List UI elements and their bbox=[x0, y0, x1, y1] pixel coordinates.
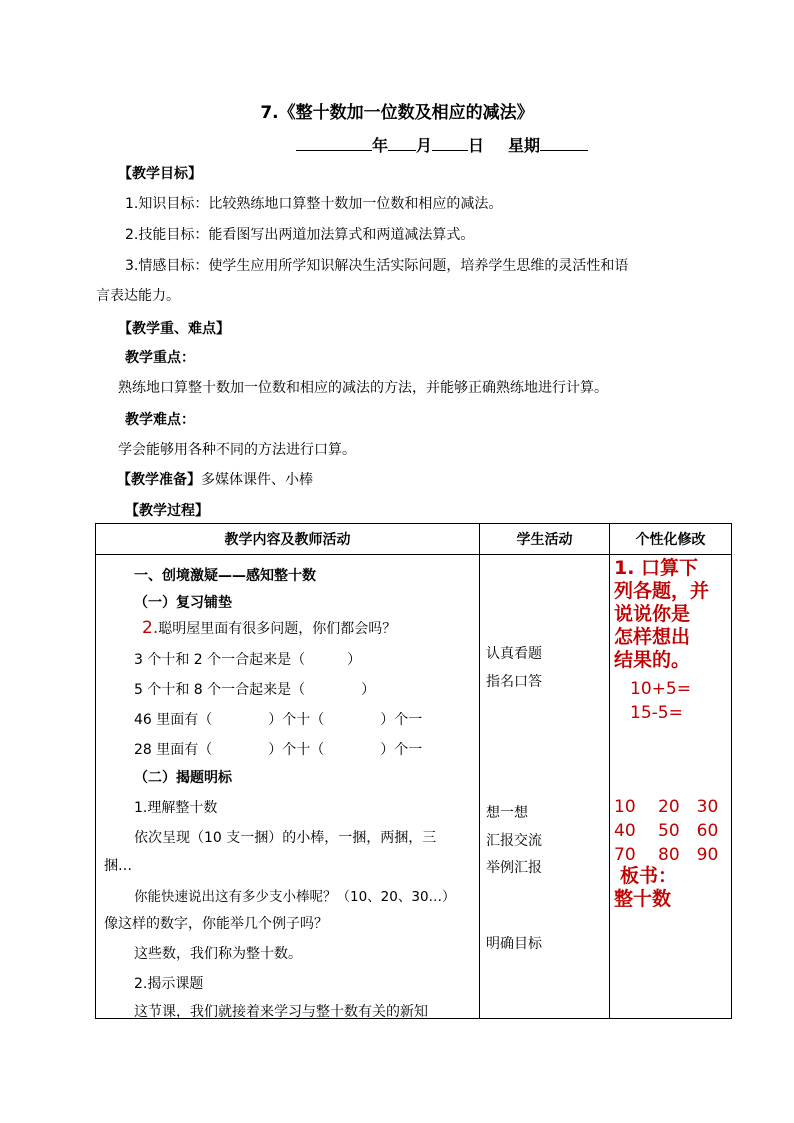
note-equation-1: 10+5= bbox=[630, 679, 691, 699]
note-line-1: 1. 口算下 bbox=[614, 557, 699, 579]
header-teacher: 教学内容及教师活动 bbox=[96, 524, 480, 555]
focus-label: 教学重点： bbox=[125, 350, 195, 366]
weekday-blank bbox=[540, 136, 588, 151]
weekday-label: 星期 bbox=[508, 136, 541, 155]
para2-line2: 像这样的数字，你能举几个例子吗？ bbox=[104, 916, 328, 932]
note-numbers-row1: 10 20 30 bbox=[614, 797, 719, 817]
difficulty-text: 学会能够用各种不同的方法进行口算。 bbox=[118, 442, 356, 458]
month-blank bbox=[388, 136, 416, 151]
board-label: 板书： bbox=[620, 865, 678, 887]
question-intro bbox=[142, 618, 396, 638]
header-notes: 个性化修改 bbox=[610, 524, 732, 555]
review-line-c: 46 里面有（ ）个十（ ）个一 bbox=[134, 712, 423, 728]
process-heading: 【教学过程】 bbox=[125, 503, 209, 519]
para1-line2: 捆… bbox=[104, 858, 132, 874]
student-activity-2: 指名口答 bbox=[486, 674, 542, 690]
objective-knowledge: 1.知识目标：比较熟练地口算整十数加一位数和相应的减法。 bbox=[125, 196, 503, 212]
para2-line1: 你能快速说出这有多少支小棒呢？（10、20、30…） bbox=[134, 889, 456, 905]
question-number: 2. bbox=[142, 618, 159, 638]
question-text: 聪明屋里面有很多问题，你们都会吗？ bbox=[158, 621, 397, 637]
month-label: 月 bbox=[416, 136, 433, 155]
objectives-heading: 【教学目标】 bbox=[118, 166, 202, 182]
review-line-d: 28 里面有（ ）个十（ ）个一 bbox=[134, 742, 423, 758]
table-header-row bbox=[96, 524, 732, 555]
preparation-heading: 【教学准备】 bbox=[117, 472, 201, 488]
student-activity-3: 想一想 bbox=[486, 805, 528, 821]
header-student: 学生活动 bbox=[480, 524, 610, 555]
focus-text: 熟练地口算整十数加一位数和相应的减法的方法，并能够正确熟练地进行计算。 bbox=[118, 380, 608, 396]
student-activity-1: 认真看题 bbox=[486, 646, 542, 662]
preparation-text: 多媒体课件、小棒 bbox=[201, 472, 313, 488]
para3: 这些数，我们称为整十数。 bbox=[134, 946, 302, 962]
key-points-heading: 【教学重、难点】 bbox=[118, 321, 230, 337]
para4: 这节课，我们就接着来学习与整十数有关的新知 bbox=[134, 1004, 428, 1020]
note-equation-2: 15-5= bbox=[630, 703, 683, 723]
note-line-3: 说说你是 bbox=[614, 603, 691, 625]
table-row bbox=[96, 555, 732, 1019]
review-line-b: 5 个十和 8 个一合起来是（ ） bbox=[134, 682, 376, 698]
notes-cell bbox=[610, 555, 732, 1019]
student-activity-5: 举例汇报 bbox=[486, 860, 542, 876]
difficulty-label: 教学难点： bbox=[125, 412, 195, 428]
board-text: 整十数 bbox=[614, 888, 672, 910]
review-line-a: 3 个十和 2 个一合起来是（ ） bbox=[134, 652, 362, 668]
objective-skill: 2.技能目标：能看图写出两道加法算式和两道减法算式。 bbox=[125, 227, 475, 243]
date-line bbox=[296, 133, 588, 156]
student-activity-4: 汇报交流 bbox=[486, 833, 542, 849]
note-numbers-row3: 70 80 90 bbox=[614, 845, 719, 865]
note-line-5: 结果的。 bbox=[614, 649, 691, 671]
para1-line1: 依次呈现（10 支一捆）的小棒，一捆，两捆，三 bbox=[134, 830, 437, 846]
student-activity-6: 明确目标 bbox=[486, 936, 542, 952]
preparation-line bbox=[117, 470, 313, 490]
sub1-title: （一）复习铺垫 bbox=[134, 595, 232, 611]
step2-title: 2.揭示课题 bbox=[134, 976, 204, 992]
objective-emotion-line2: 言表达能力。 bbox=[96, 288, 180, 304]
teaching-process-table bbox=[95, 523, 732, 1019]
step1-title: 1.理解整十数 bbox=[134, 800, 218, 816]
page-title: 7.《整十数加一位数及相应的减法》 bbox=[260, 103, 534, 123]
note-line-4: 怎样想出 bbox=[614, 626, 691, 648]
day-blank bbox=[432, 136, 468, 151]
note-numbers-row2: 40 50 60 bbox=[614, 821, 719, 841]
teacher-cell bbox=[96, 555, 480, 1019]
student-cell bbox=[480, 555, 610, 1019]
note-line-2: 列各题，并 bbox=[614, 580, 710, 602]
year-blank bbox=[296, 136, 372, 151]
objective-emotion-line1: 3.情感目标：使学生应用所学知识解决生活实际问题，培养学生思维的灵活性和语 bbox=[125, 258, 629, 274]
year-label: 年 bbox=[372, 136, 389, 155]
sub2-title: （二）揭题明标 bbox=[134, 770, 232, 786]
day-label: 日 bbox=[468, 136, 485, 155]
section1-title: 一、创境激疑——感知整十数 bbox=[134, 568, 316, 584]
